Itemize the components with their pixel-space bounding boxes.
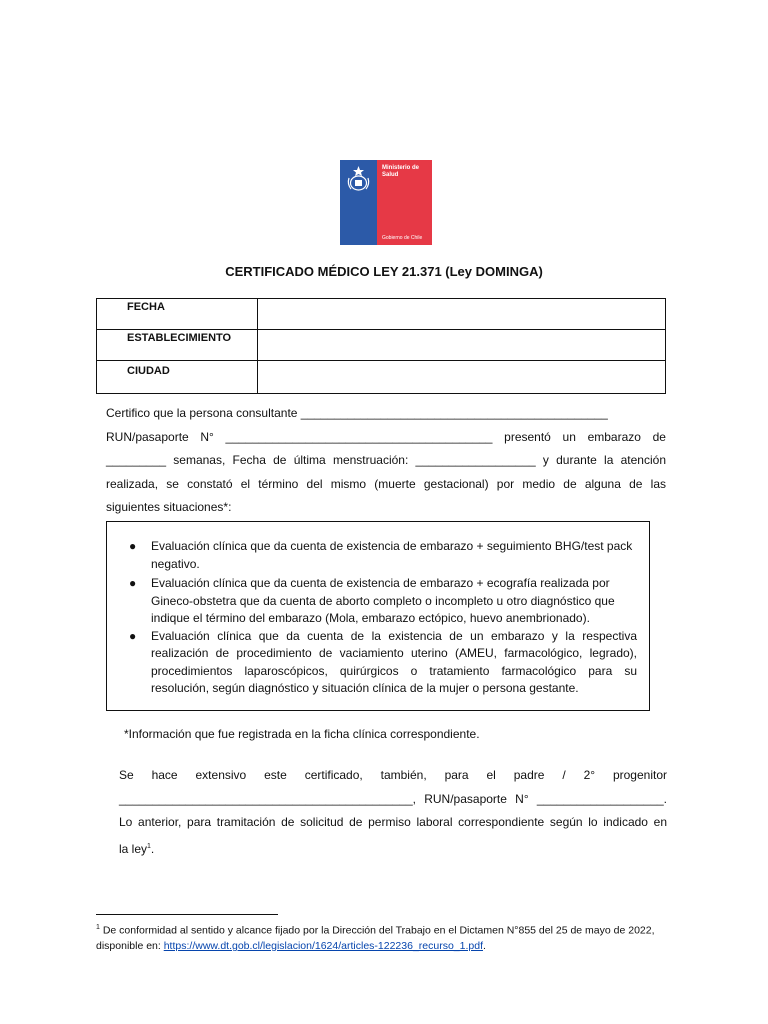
list-item — [129, 575, 637, 628]
situation-text-1: Evaluación clínica que da cuenta de existencia de embarazo + seguimiento BHG/test pack negativo. — [151, 539, 633, 571]
document-title: CERTIFICADO MÉDICO LEY 21.371 (Ley DOMINGA) — [225, 264, 543, 279]
logo-line-1: Ministerio de — [382, 165, 420, 171]
fecha-label: FECHA — [97, 299, 258, 330]
run-number-label: N° — [200, 429, 214, 444]
footnote-reference[interactable]: 1 — [147, 842, 151, 850]
extension-line-1: Se hace extensivo este certificado, también, para el padre / 2° progenitor — [119, 768, 667, 782]
logo-ministry-text — [382, 165, 430, 179]
extension-line-3: Lo anterior, para tramitación de solicitud de permiso laboral correspondiente según lo indicado en — [119, 815, 667, 829]
table-row-ciudad — [97, 361, 666, 394]
certificate-line-3: _________ semanas, Fecha de última menstruación: __________________ y durante la atención — [106, 453, 666, 467]
situations-list — [129, 538, 637, 698]
word-embarazo: embarazo — [587, 429, 641, 444]
establecimiento-label: ESTABLECIMIENTO — [97, 330, 258, 361]
situation-text-2: Evaluación clínica que da cuenta de existencia de embarazo + ecografía realizada por Gineco-obstetra que da cuenta de aborto completo o incompleto u otro diagnóstico que indique el término del embarazo (Mola, embarazo ectópico, huevo anembrionado). — [151, 576, 615, 625]
la-ley-text: la ley — [119, 841, 148, 856]
table-row-fecha — [97, 299, 666, 330]
certificate-line-1: Certifico que la persona consultante ______________________________________________ — [106, 406, 608, 420]
certificate-line-5: siguientes situaciones*: — [106, 500, 232, 514]
certificate-line-2 — [106, 426, 666, 450]
logo-government-text: Gobierno de Chile — [382, 235, 423, 241]
run-blank: ________________________________________ — [225, 429, 493, 444]
bullet-icon: ● — [129, 576, 137, 590]
extension-line-4: la ley$^1$. — [119, 841, 155, 856]
footnote — [96, 920, 668, 955]
bullet-icon: ● — [129, 628, 137, 643]
word-de: de — [652, 429, 666, 444]
coat-of-arms-icon — [344, 164, 373, 193]
bullet-icon: ● — [129, 539, 137, 553]
footnote-text: De conformidad al sentido y alcance fijado por la Dirección del Trabajo en el Dictamen N°855 del 25 de mayo de 2022, disponible en: — [96, 924, 655, 952]
list-item — [129, 628, 637, 698]
logo-blue-panel — [340, 160, 377, 245]
certificate-line-4: realizada, se constató el término del mismo (muerte gestacional) por medio de alguna de las — [106, 476, 666, 491]
clinical-record-note: *Información que fue registrada en la ficha clínica correspondiente. — [124, 727, 480, 741]
establecimiento-value[interactable] — [258, 330, 666, 361]
word-un: un — [562, 429, 576, 444]
ciudad-label: CIUDAD — [97, 361, 258, 394]
footnote-marker: 1 — [96, 924, 100, 931]
footnote-separator — [96, 914, 278, 915]
certificate-paragraph — [106, 402, 666, 520]
table-row-establecimiento — [97, 330, 666, 361]
extension-paragraph — [119, 764, 667, 861]
word-presento: presentó — [504, 429, 551, 444]
situation-text-3: Evaluación clínica que da cuenta de la existencia de un embarazo y la respectiva realización de procedimiento de vaciamiento uterino (AMEU, farmacológico, legrado), procedimientos laparoscópicos, quirúrgicos o tratamiento farmacológico para su resolución, según diagnóstico y situación clínica de la mujer o persona gestante. — [151, 628, 637, 695]
list-item — [129, 538, 637, 573]
footnote-link[interactable]: https://www.dt.gob.cl/legislacion/1624/articles-122236_recurso_1.pdf — [163, 940, 483, 952]
info-table — [96, 298, 666, 394]
footnote-end: . — [483, 940, 486, 952]
fecha-value[interactable] — [258, 299, 666, 330]
situations-box — [106, 521, 650, 711]
ciudad-value[interactable] — [258, 361, 666, 394]
run-label: RUN/pasaporte — [106, 429, 189, 444]
ministerio-salud-logo — [340, 160, 432, 245]
extension-line-2: ____________________________________________, RUN/pasaporte N° ___________________. — [119, 791, 667, 806]
logo-line-2: Salud — [382, 172, 399, 178]
